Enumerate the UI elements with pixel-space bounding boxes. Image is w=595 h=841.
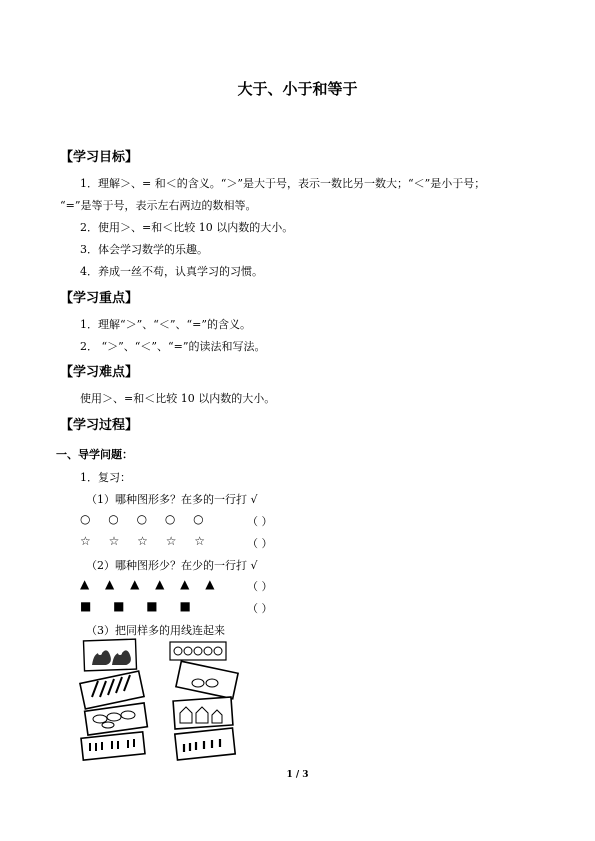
goal-item-2: 2．使用＞、=和＜比较 10 以内数的大小。	[80, 221, 294, 234]
question-1: （1）哪种图形多？在多的一行打 √	[86, 493, 258, 506]
key-point-2: 2． “＞”、“＜”、“=”的读法和写法。	[80, 340, 266, 353]
review-label: 1．复习：	[80, 471, 131, 484]
answer-paren-circles[interactable]: （ ）	[247, 515, 273, 528]
goal-item-3: 3．体会学习数学的乐趣。	[80, 243, 208, 256]
row-circles: ○ ○ ○ ○ ○	[80, 512, 204, 526]
answer-paren-stars[interactable]: （ ）	[247, 537, 273, 550]
card-houses[interactable]	[173, 697, 233, 729]
heading-difficulties: 【学习难点】	[60, 365, 139, 380]
heading-goals: 【学习目标】	[60, 150, 139, 165]
question-3: （3）把同样多的用线连起来	[86, 624, 225, 637]
difficulty-1: 使用＞、=和＜比较 10 以内数的大小。	[80, 392, 276, 405]
row-triangles: ▲ ▲ ▲ ▲ ▲ ▲	[80, 577, 215, 591]
page-title: 大于、小于和等于	[237, 80, 358, 98]
answer-paren-triangles[interactable]: （ ）	[247, 580, 273, 593]
row-stars: ☆ ☆ ☆ ☆ ☆	[80, 534, 206, 548]
part1-heading: 一、导学问题：	[56, 448, 133, 461]
card-circles[interactable]	[170, 642, 226, 660]
heading-process: 【学习过程】	[60, 418, 139, 433]
card-animals[interactable]	[83, 639, 136, 671]
answer-paren-squares[interactable]: （ ）	[247, 602, 273, 615]
row-squares: ■ ■ ■ ■	[80, 599, 191, 613]
card-balls[interactable]	[176, 661, 238, 698]
card-pencils[interactable]	[80, 671, 144, 709]
goal-item-1-cont: “=”是等于号，表示左右两边的数相等。	[60, 199, 257, 212]
heading-key-points: 【学习重点】	[60, 291, 139, 306]
page-number: 1 / 3	[286, 770, 309, 780]
matching-cards-illustration-right	[168, 637, 258, 762]
question-2: （2）哪种图形少？在少的一行打 √	[86, 559, 258, 572]
goal-item-4: 4．养成一丝不苟，认真学习的习惯。	[80, 265, 263, 278]
goal-item-1: 1．理解＞、= 和＜的含义。“＞”是大于号，表示一数比另一数大；“＜”是小于号；	[80, 177, 486, 190]
key-point-1: 1．理解“＞”、“＜”、“=”的含义。	[80, 318, 251, 331]
card-bars[interactable]	[81, 732, 145, 760]
card-people[interactable]	[175, 728, 235, 760]
